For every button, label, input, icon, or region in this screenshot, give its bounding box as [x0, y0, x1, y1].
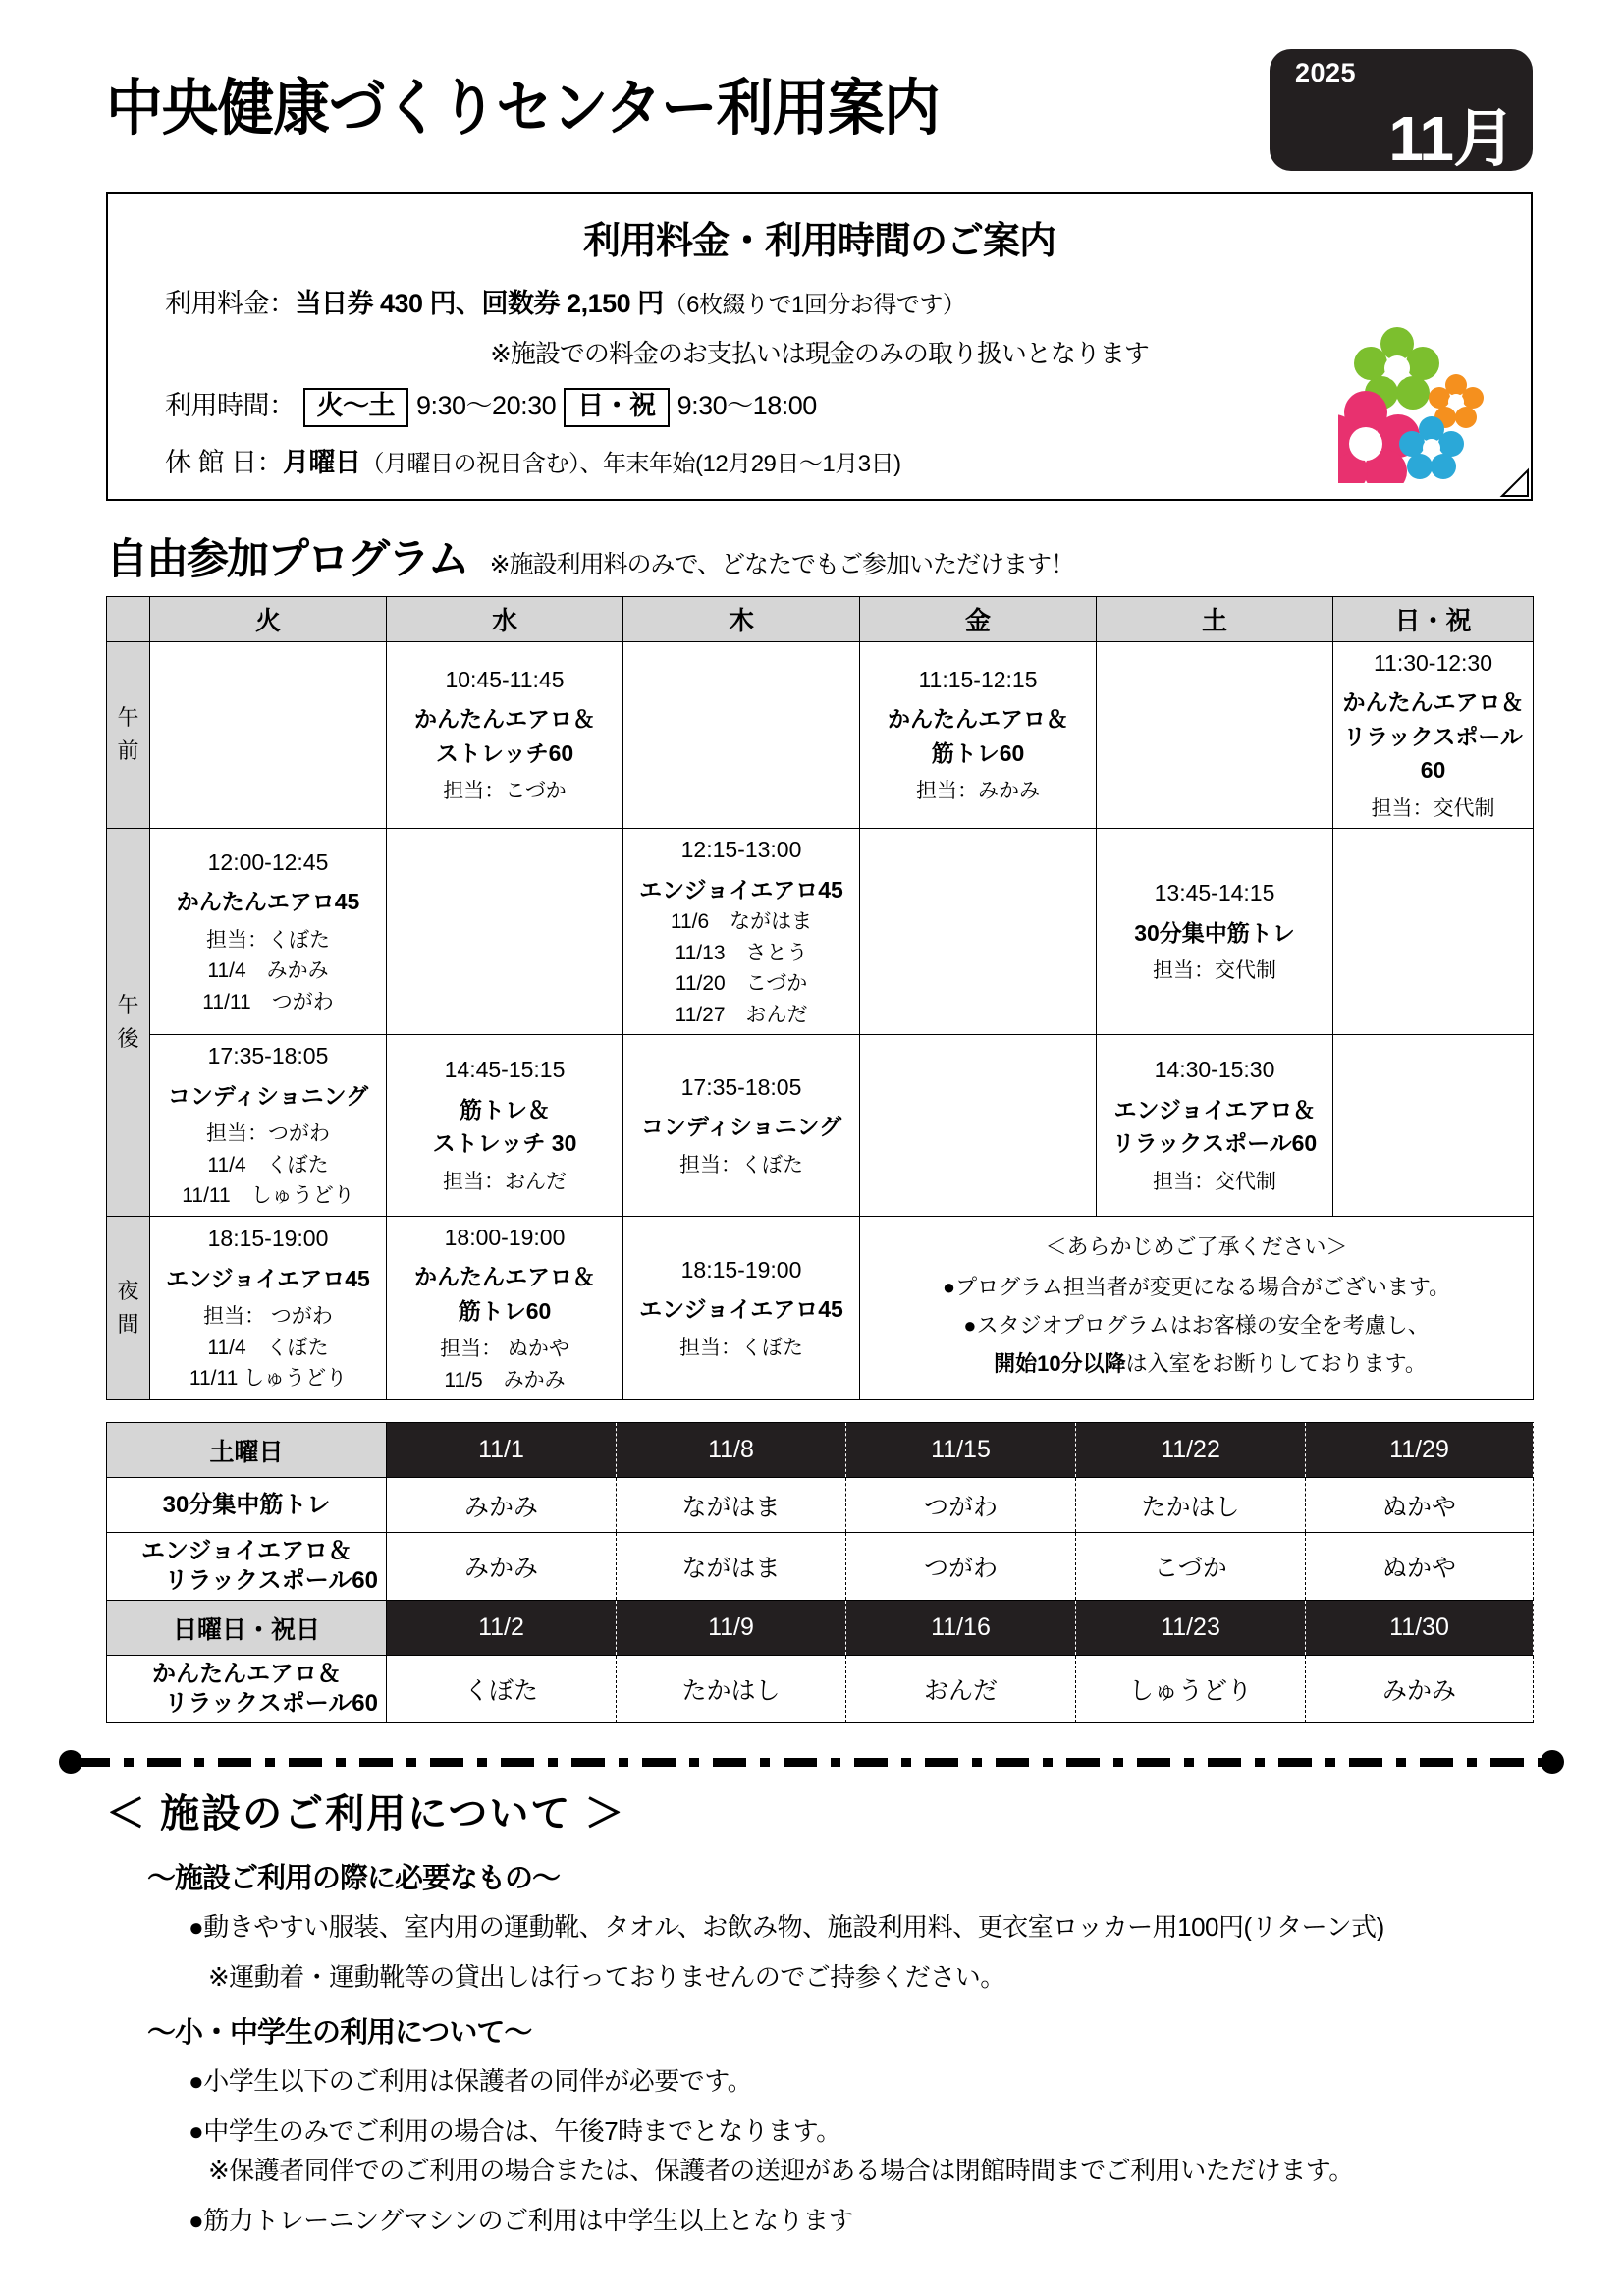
row-label-evening: 夜 間 [107, 1216, 150, 1400]
row-label-afternoon: 午 後 [107, 829, 150, 1217]
rotation-name-sun-1-5: みかみ [1306, 1656, 1534, 1723]
rotation-row-sun-1 [107, 1656, 1534, 1723]
badge-month: 11月 [1388, 103, 1515, 174]
rotation-program-sun-1: かんたんエアロ＆ リラックスポール60 [107, 1656, 387, 1723]
schedule-table [106, 596, 1534, 1401]
page-title: 中央健康づくりセンター利用案内 [106, 75, 940, 143]
info-box-title: 利用料金・利用時間のご案内 [582, 221, 1055, 262]
fee-note: （6枚綴りで1回分お得です） [663, 292, 966, 318]
program-heading-row [106, 526, 1623, 586]
rotation-name-sat-1-1: みかみ [387, 1478, 617, 1533]
facility-item-2-1: ●小学生以下のご利用は保護者の同伴が必要です。 [189, 2066, 753, 2097]
rotation-program-sat-2: エンジョイエアロ＆ リラックスポール60 [107, 1533, 387, 1601]
cell-morning-sun: 11:30-12:30 かんたんエアロ＆ リラックスポール60 担当：交代制 [1333, 641, 1534, 829]
cell-afternoon2-fri [860, 1035, 1097, 1217]
rotation-name-sun-1-3: おんだ [846, 1656, 1076, 1723]
cell-afternoon2-sat: 14:30-15:30 エンジョイエアロ＆ リラックスポール60 担当：交代制 [1097, 1035, 1333, 1217]
cell-afternoon2-sun [1333, 1035, 1534, 1217]
col-header-wed: 水 [387, 596, 623, 641]
facility-heading: ＜ 施設のご利用について ＞ [106, 1792, 626, 1836]
hours-line [108, 384, 1531, 427]
hours-holiday-days: 日・祝 [564, 388, 670, 427]
rotation-name-sat-1-5: ぬかや [1306, 1478, 1534, 1533]
notice-rest-text: は入室をお断りしております。 [1125, 1350, 1427, 1376]
facility-section [106, 1782, 1533, 2238]
col-header-thu: 木 [623, 596, 860, 641]
rotation-row-sat-2 [107, 1533, 1534, 1601]
rotation-name-sat-1-3: つがわ [846, 1478, 1076, 1533]
cell-morning-thu [623, 641, 860, 829]
cell-afternoon1-sun [1333, 829, 1534, 1035]
fee-value: 当日券 430 円、回数券 2,150 円 [295, 289, 664, 318]
hours-weekday-time: 9:30～20:30 [416, 391, 557, 420]
rotation-date-sat-3: 11/15 [846, 1423, 1076, 1478]
rotation-sunday-header [107, 1601, 1534, 1656]
rotation-date-sat-1: 11/1 [387, 1423, 617, 1478]
cell-afternoon1-thu: 12:15-13:00 エンジョイエアロ45 11/6 ながはま 11/13 さとう 11/20 こづか 11/27 おんだ [623, 829, 860, 1035]
closed-label: 休 館 日： [165, 447, 284, 477]
schedule-row-evening [107, 1216, 1534, 1400]
closed-note: （月曜日の祝日含む）、年末年始(12月29日～1月3日) [360, 450, 901, 477]
facility-item-2-3: ※保護者同伴でのご利用の場合または、保護者の送迎がある場合は閉館時間までご利用いただけます。 [208, 2155, 1354, 2185]
folded-corner-icon [1498, 466, 1532, 500]
facility-item-1-2: ※運動着・運動靴等の貸出しは行っておりませんのでご持参ください。 [208, 1962, 1005, 1993]
col-header-sat: 土 [1097, 596, 1333, 641]
hours-holiday-time: 9:30～18:00 [676, 391, 817, 420]
schedule-row-afternoon-2 [107, 1035, 1534, 1217]
schedule-notice [860, 1216, 1534, 1400]
cell-afternoon1-sat: 13:45-14:15 30分集中筋トレ 担当：交代制 [1097, 829, 1333, 1035]
rotation-table [106, 1422, 1534, 1723]
program-heading: 自由参加プログラム [106, 535, 468, 583]
col-header-tue: 火 [150, 596, 387, 641]
divider-line [77, 1758, 1546, 1767]
row-label-morning: 午 前 [107, 641, 150, 829]
rotation-date-sun-3: 11/16 [846, 1601, 1076, 1656]
cell-afternoon2-tue: 17:35-18:05 コンディショニング 担当：つがわ 11/4 くぼた 11/11 しゅうどり [150, 1035, 387, 1217]
rotation-saturday-header [107, 1423, 1534, 1478]
rotation-name-sun-1-2: たかはし [617, 1656, 846, 1723]
col-header-fri: 金 [860, 596, 1097, 641]
divider-cap-right [1541, 1750, 1564, 1774]
cash-note-line [108, 334, 1531, 370]
notice-item-2-line2 [862, 1347, 1531, 1380]
fee-line [108, 282, 1531, 320]
cell-morning-tue [150, 641, 387, 829]
rotation-program-sat-1: 30分集中筋トレ [107, 1478, 387, 1533]
facility-subheading-2: ～小・中学生の利用について～ [147, 2017, 532, 2050]
cell-morning-wed: 10:45-11:45 かんたんエアロ＆ ストレッチ60 担当：こづか [387, 641, 623, 829]
cash-note: ※施設での料金のお支払いは現金のみの取り扱いとなります [490, 339, 1149, 368]
cell-evening-thu: 18:15-19:00 エンジョイエアロ45 担当：くぼた [623, 1216, 860, 1400]
rotation-name-sat-1-2: ながはま [617, 1478, 846, 1533]
notice-bold-text: 開始10分以降 [994, 1350, 1126, 1376]
facility-item-1-1: ●動きやすい服装、室内用の運動靴、タオル、お飲み物、施設利用料、更衣室ロッカー用100円(リターン式) [189, 1912, 1384, 1942]
date-badge [1270, 49, 1533, 174]
closed-value: 月曜日 [283, 447, 361, 477]
info-box [106, 192, 1533, 501]
rotation-name-sun-1-1: くぼた [387, 1656, 617, 1723]
badge-year: 2025 [1295, 58, 1357, 87]
notice-item-1: ●プログラム担当者が変更になる場合がございます。 [942, 1274, 1451, 1299]
rotation-name-sat-2-1: みかみ [387, 1533, 617, 1601]
rotation-date-sun-2: 11/9 [617, 1601, 846, 1656]
schedule-header-row [107, 596, 1534, 641]
rotation-name-sat-2-2: ながはま [617, 1533, 846, 1601]
program-subheading: ※施設利用料のみで、どなたでもご参加いただけます！ [489, 550, 1075, 578]
notice-heading: ＜あらかじめご了承ください＞ [1045, 1233, 1348, 1259]
cell-morning-fri: 11:15-12:15 かんたんエアロ＆ 筋トレ60 担当：みかみ [860, 641, 1097, 829]
flower-decoration-icon [1338, 326, 1505, 483]
cell-afternoon2-wed: 14:45-15:15 筋トレ＆ ストレッチ 30 担当：おんだ [387, 1035, 623, 1217]
rotation-name-sat-2-5: ぬかや [1306, 1533, 1534, 1601]
facility-subheading-1: ～施設ご利用の際に必要なもの～ [147, 1863, 561, 1895]
cell-morning-sat [1097, 641, 1333, 829]
rotation-date-sun-4: 11/23 [1076, 1601, 1306, 1656]
section-divider [59, 1749, 1564, 1775]
cell-afternoon1-fri [860, 829, 1097, 1035]
corner-cell [107, 596, 150, 641]
rotation-label-sunday: 日曜日・祝日 [107, 1601, 387, 1656]
notice-item-2: ●スタジオプログラムはお客様の安全を考慮し、 [963, 1312, 1430, 1338]
rotation-date-sun-1: 11/2 [387, 1601, 617, 1656]
cell-afternoon2-thu: 17:35-18:05 コンディショニング 担当：くぼた [623, 1035, 860, 1217]
rotation-date-sat-5: 11/29 [1306, 1423, 1534, 1478]
rotation-date-sat-4: 11/22 [1076, 1423, 1306, 1478]
facility-item-2-2: ●中学生のみでご利用の場合は、午後7時までとなります。 [189, 2116, 841, 2147]
rotation-name-sat-1-4: たかはし [1076, 1478, 1306, 1533]
rotation-name-sat-2-3: つがわ [846, 1533, 1076, 1601]
fee-label: 利用料金： [165, 289, 296, 318]
closed-line [108, 441, 1531, 479]
page-header [0, 0, 1623, 174]
rotation-date-sat-2: 11/8 [617, 1423, 846, 1478]
col-header-sun: 日・祝 [1333, 596, 1534, 641]
cell-afternoon1-wed [387, 829, 623, 1035]
rotation-row-sat-1 [107, 1478, 1534, 1533]
hours-label: 利用時間： [165, 391, 296, 420]
cell-evening-tue: 18:15-19:00 エンジョイエアロ45 担当： つがわ 11/4 くぼた 11/11 しゅうどり [150, 1216, 387, 1400]
cell-afternoon1-tue: 12:00-12:45 かんたんエアロ45 担当：くぼた 11/4 みかみ 11/11 つがわ [150, 829, 387, 1035]
hours-weekday-days: 火～土 [303, 388, 409, 427]
rotation-label-saturday: 土曜日 [107, 1423, 387, 1478]
rotation-date-sun-5: 11/30 [1306, 1601, 1534, 1656]
schedule-row-morning [107, 641, 1534, 829]
schedule-row-afternoon-1 [107, 829, 1534, 1035]
facility-item-2-4: ●筋力トレーニングマシンのご利用は中学生以上となります [189, 2205, 854, 2235]
rotation-name-sun-1-4: しゅうどり [1076, 1656, 1306, 1723]
cell-evening-wed: 18:00-19:00 かんたんエアロ＆ 筋トレ60 担当： ぬかや 11/5 みかみ [387, 1216, 623, 1400]
rotation-name-sat-2-4: こづか [1076, 1533, 1306, 1601]
